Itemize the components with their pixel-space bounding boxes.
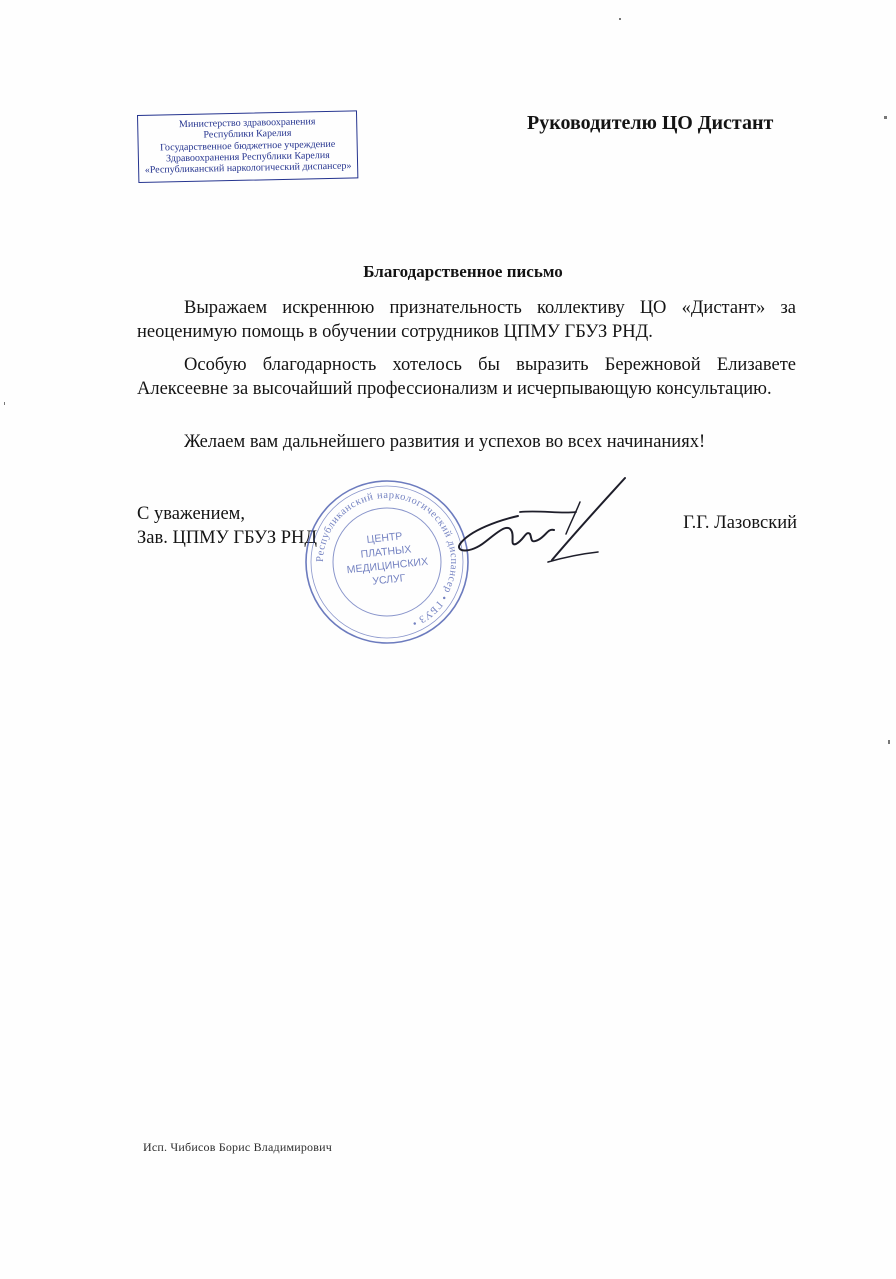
stamp-line: Министерство здравоохранения [178, 116, 316, 131]
stamp-line: Здравоохранения Республики Карелия [165, 149, 330, 165]
seal-ring-text: Республиканский наркологический диспансер • ГБУЗ • [314, 489, 460, 629]
organization-header-stamp [137, 110, 358, 183]
closing-block [137, 502, 317, 550]
paragraph-2 [137, 353, 796, 401]
paragraph-text: Желаем вам дальнейшего развития и успехов во всех начинаниях! [184, 432, 706, 452]
seal-center-line: ПЛАТНЫХ [360, 543, 412, 561]
paragraph-3 [137, 430, 796, 454]
handwritten-signature [430, 472, 640, 567]
letter-title: Благодарственное письмо [363, 262, 563, 281]
paragraph-text: Выражаем искреннюю признательность коллективу ЦО «Дистант» за неоценимую помощь в обучении сотрудников ЦПМУ ГБУЗ РНД. [137, 298, 796, 342]
signer-name: Г.Г. Лазовский [683, 513, 797, 533]
seal-center-line: МЕДИЦИНСКИХ [346, 555, 429, 577]
closing-position: Зав. ЦПМУ ГБУЗ РНД [137, 528, 318, 548]
stamp-line: Республики Карелия [203, 128, 292, 141]
paragraph-1 [137, 296, 796, 344]
scan-speck [619, 18, 621, 20]
seal-center-line: УСЛУГ [371, 572, 406, 588]
executor-line: Исп. Чибисов Борис Владимирович [143, 1140, 332, 1154]
stamp-line: «Республиканский наркологический диспансер» [144, 160, 352, 177]
paragraph-text: Особую благодарность хотелось бы выразить Бережновой Елизавете Алексеевне за высочайший профессионализм и исчерпывающую консультацию. [137, 355, 796, 399]
scan-speck [4, 402, 5, 405]
scan-speck [888, 740, 890, 744]
addressee: Руководителю ЦО Дистант [527, 112, 774, 134]
closing-greeting: С уважением, [137, 504, 246, 524]
scan-speck [884, 116, 887, 119]
stamp-line: Государственное бюджетное учреждение [159, 138, 336, 154]
seal-center-line: ЦЕНТР [366, 530, 403, 546]
